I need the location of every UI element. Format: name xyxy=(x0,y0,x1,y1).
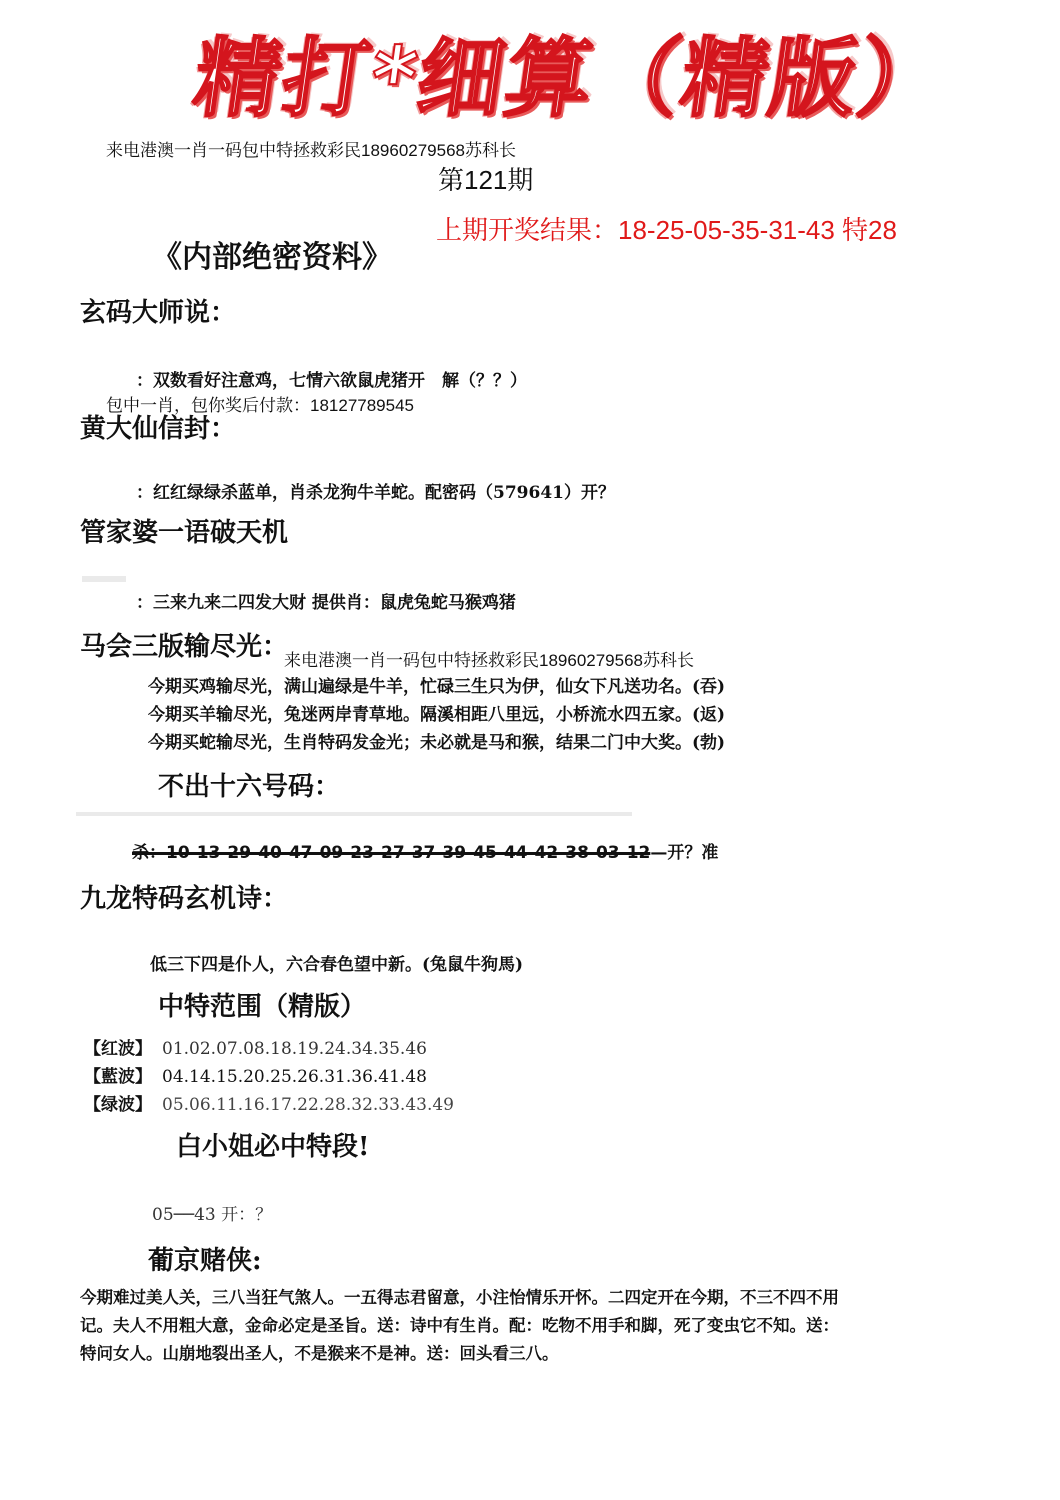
xuanma-text: ：双数看好注意鸡，七情六欲鼠虎猪开 解（？？） xyxy=(136,371,527,391)
section-heading-mahui: 马会三版输尽光： xyxy=(80,632,289,662)
doc-title: 《内部绝密资料》 xyxy=(152,240,392,275)
section-heading-xuanma: 玄码大师说： xyxy=(80,298,237,328)
huang-text: ：红红绿绿杀蓝单，肖杀龙狗牛羊蛇。配密码（579641）开？ xyxy=(136,483,615,503)
kill-numbers-line xyxy=(132,838,718,863)
scan-smudge xyxy=(82,576,126,582)
section-heading-huang: 黄大仙信封： xyxy=(80,414,237,444)
pujing-line-3: 特问女人。山崩地裂出圣人，不是猴来不是神。送：回头看三八。 xyxy=(80,1344,559,1363)
wave-row-blue xyxy=(84,1062,427,1087)
wave-numbers: 05.06.11.16.17.22.28.32.33.43.49 xyxy=(162,1095,454,1115)
mahui-line-3: 今期买蛇输尽光，生肖特码发金光；未必就是马和猴，结果二门中大奖。(勃) xyxy=(148,733,726,753)
kill-suffix: —开？准 xyxy=(650,843,719,863)
pujing-line-2: 记。夫人不用粗大意，金命必定是圣旨。送：诗中有生肖。配：吃物不用手和脚，死了变虫它不知。送： xyxy=(80,1316,839,1335)
wave-label: 【藍波】 xyxy=(84,1067,152,1087)
mahui-line-2: 今期买羊输尽光，兔迷两岸青草地。隔溪相距八里远，小桥流水四五家。(返) xyxy=(148,705,726,725)
scan-line xyxy=(76,812,632,816)
guanjia-text: ：三来九来二四发大财 提供肖：鼠虎兔蛇马猴鸡猪 xyxy=(136,593,516,613)
ad-line-top: 来电港澳一肖一码包中特拯救彩民18960279568苏科长 xyxy=(106,141,516,160)
jiulong-text: 低三下四是仆人，六合春色望中新。(兔鼠牛狗馬) xyxy=(150,955,524,975)
ad-line-middle: 来电港澳一肖一码包中特拯救彩民18960279568苏科长 xyxy=(284,651,694,670)
section-heading-zhongte: 中特范围（精版） xyxy=(158,992,367,1022)
issue-number: 第121期 xyxy=(438,165,534,195)
section-heading-bu16: 不出十六号码： xyxy=(158,772,341,802)
wave-numbers: 04.14.15.20.25.26.31.36.41.48 xyxy=(162,1067,427,1087)
section-heading-jiulong: 九龙特码玄机诗： xyxy=(80,884,289,914)
kill-prefix: 杀： xyxy=(132,843,166,863)
banner-title: 精打*细算（精版） xyxy=(187,29,954,129)
section-heading-pujing: 葡京赌侠: xyxy=(148,1246,262,1276)
wave-row-green xyxy=(84,1090,454,1115)
wave-row-red xyxy=(84,1034,427,1059)
wave-label: 【绿波】 xyxy=(84,1095,152,1115)
wave-label: 【红波】 xyxy=(84,1039,152,1059)
bai-text: 05──43 开：？ xyxy=(152,1205,273,1225)
mahui-line-1: 今期买鸡输尽光，满山遍绿是牛羊，忙碌三生只为伊，仙女下凡送功名。(吞) xyxy=(148,677,726,697)
section-heading-guanjia: 管家婆一语破天机 xyxy=(80,518,289,548)
pujing-line-1: 今期难过美人关，三八当狂气煞人。一五得志君留意，小注怡情乐开怀。二四定开在今期，不三不四不用 xyxy=(80,1288,839,1307)
ad-line-phone: 包中一肖，包你奖后付款：18127789545 xyxy=(106,396,414,415)
section-heading-bai: 白小姐必中特段! xyxy=(176,1132,370,1162)
kill-numbers: 10-13-29-40-47-09-23-27-37-39-45-44-42-38-03-12 xyxy=(166,843,651,863)
last-result: 上期开奖结果：18-25-05-35-31-43 特28 xyxy=(436,215,897,245)
wave-numbers: 01.02.07.08.18.19.24.34.35.46 xyxy=(162,1039,427,1059)
